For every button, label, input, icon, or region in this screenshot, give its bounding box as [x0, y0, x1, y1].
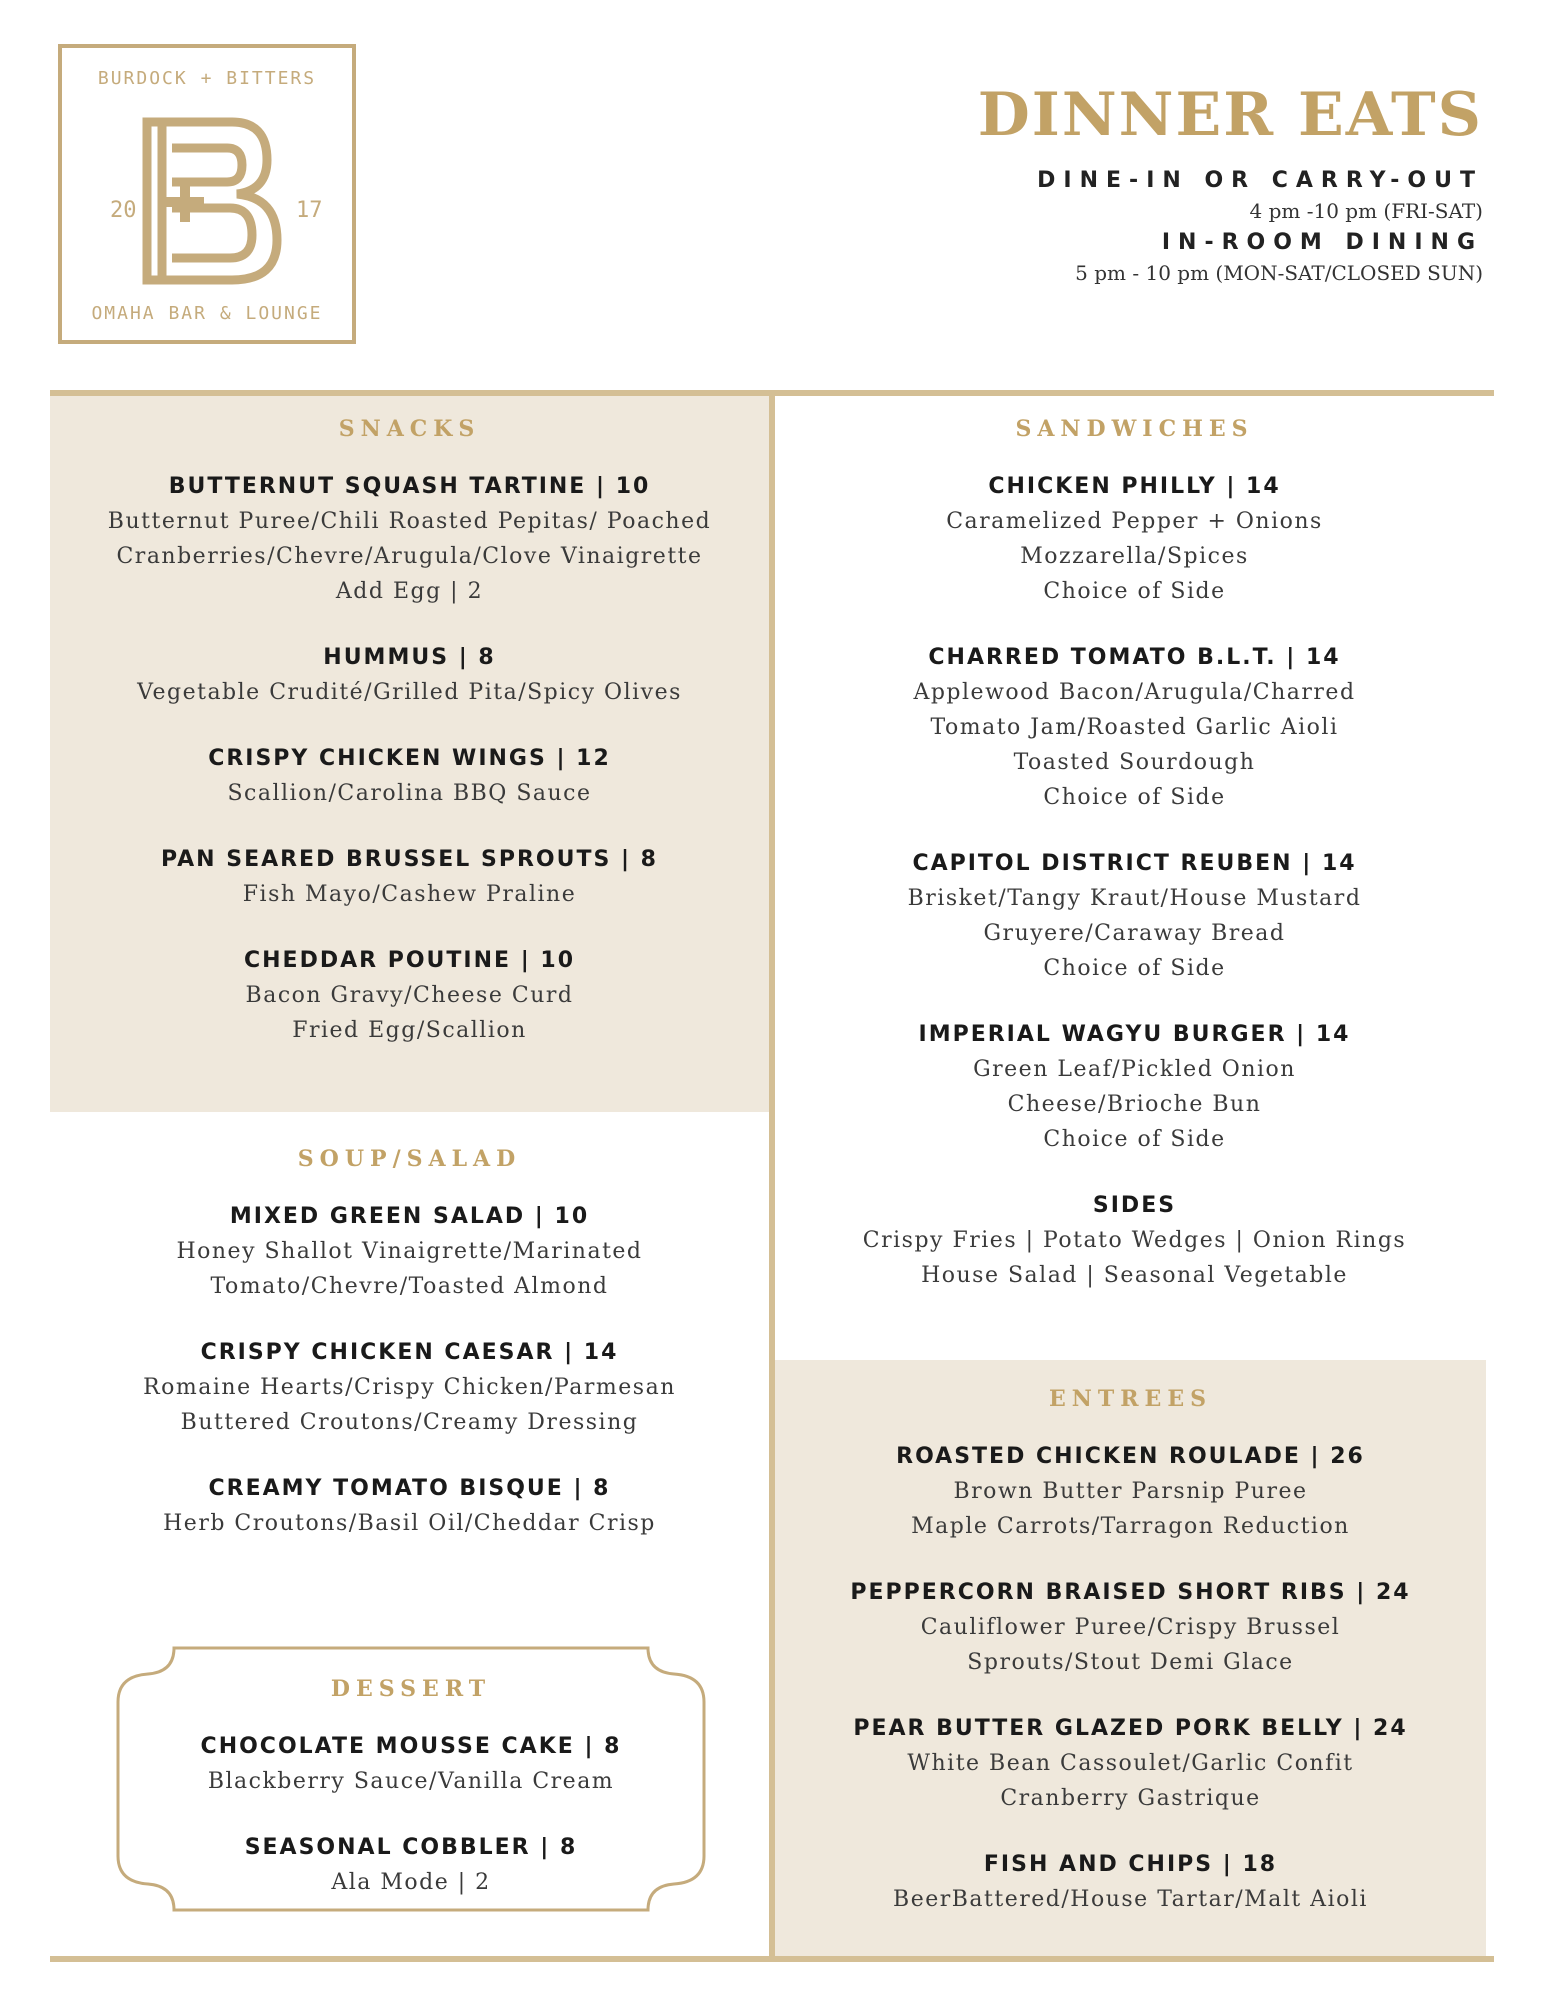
restaurant-logo [58, 44, 356, 344]
menu-item-description: Butternut Puree/Chili Roasted Pepitas/ Poached [107, 509, 712, 534]
menu-item-name: SEASONAL COBBLER | 8 [244, 1835, 578, 1860]
page-title: DINNER EATS [977, 80, 1483, 150]
menu-item-name: PEAR BUTTER GLAZED PORK BELLY | 24 [853, 1716, 1408, 1741]
menu-item-name: SIDES [1092, 1193, 1177, 1218]
menu-item [775, 470, 1494, 609]
snacks-section [50, 396, 769, 1048]
dessert-list [114, 1730, 708, 1900]
menu-item [50, 1336, 769, 1440]
menu-item [50, 742, 769, 811]
entrees-list [775, 1440, 1486, 1917]
menu-item [50, 1200, 769, 1304]
logo-top-text: BURDOCK + BITTERS [97, 68, 317, 89]
menu-item [775, 641, 1494, 815]
logo-bottom-text: OMAHA BAR & LOUNGE [91, 303, 323, 324]
dessert-frame [114, 1646, 708, 1912]
menu-item-description: Romaine Hearts/Crispy Chicken/Parmesan [143, 1375, 676, 1400]
menu-item-description: Fish Mayo/Cashew Praline [242, 882, 577, 907]
menu-item [50, 1472, 769, 1541]
snacks-list [50, 470, 769, 1048]
menu-item-description: Sprouts/Stout Demi Glace [967, 1650, 1294, 1675]
menu-item [775, 1440, 1486, 1544]
section-title-soup-salad: SOUP/SALAD [297, 1146, 522, 1172]
sandwiches-section [775, 396, 1494, 1293]
menu-item-description: White Bean Cassoulet/Garlic Confit [907, 1751, 1354, 1776]
menu-item-description: Brisket/Tangy Kraut/House Mustard [907, 886, 1362, 911]
logo-year-left: 20 [110, 198, 137, 223]
entrees-panel [775, 1360, 1486, 1956]
service-mode-dine-in: DINE-IN OR CARRY-OUT [1037, 168, 1483, 193]
menu-item-description: Blackberry Sauce/Vanilla Cream [207, 1769, 615, 1794]
menu-item-description: Add Egg | 2 [335, 579, 484, 604]
monogram-icon [62, 110, 352, 290]
menu-item-description: Tomato/Chevre/Toasted Almond [210, 1274, 609, 1299]
service-mode-in-room: IN-ROOM DINING [1161, 230, 1483, 255]
menu-item-description: Choice of Side [1043, 956, 1226, 981]
menu-item-description: Green Leaf/Pickled Onion [973, 1057, 1296, 1082]
snacks-panel [50, 396, 769, 1112]
logo-year-right: 17 [296, 198, 323, 223]
menu-item [50, 843, 769, 912]
menu-item-description: Choice of Side [1043, 579, 1226, 604]
menu-item-description: Cranberries/Chevre/Arugula/Clove Vinaigrette [116, 544, 703, 569]
menu-item [50, 470, 769, 609]
menu-item-description: House Salad | Seasonal Vegetable [921, 1263, 1348, 1288]
section-title-entrees: ENTREES [1049, 1386, 1212, 1412]
menu-item-name: ROASTED CHICKEN ROULADE | 26 [896, 1444, 1365, 1469]
menu-item-description: Honey Shallot Vinaigrette/Marinated [176, 1239, 643, 1264]
menu-item-description: Cauliflower Puree/Crispy Brussel [920, 1615, 1341, 1640]
menu-item-name: PAN SEARED BRUSSEL SPROUTS | 8 [161, 847, 658, 872]
menu-item [775, 1576, 1486, 1680]
menu-item [775, 1018, 1494, 1157]
menu-item-description: Brown Butter Parsnip Puree [953, 1479, 1308, 1504]
menu-item-description: Choice of Side [1043, 1127, 1226, 1152]
menu-item-description: Tomato Jam/Roasted Garlic Aioli [930, 715, 1339, 740]
menu-item-description: Gruyere/Caraway Bread [983, 921, 1286, 946]
menu-item-description: Applewood Bacon/Arugula/Charred [913, 680, 1356, 705]
section-title-sandwiches: SANDWICHES [1015, 416, 1254, 442]
menu-item-description: Maple Carrots/Tarragon Reduction [911, 1514, 1350, 1539]
soup-salad-list [50, 1200, 769, 1541]
menu-item [775, 1712, 1486, 1816]
menu-item-name: CHOCOLATE MOUSSE CAKE | 8 [200, 1734, 622, 1759]
menu-item-name: HUMMUS | 8 [323, 645, 496, 670]
sandwiches-list [775, 470, 1494, 1293]
menu-item-description: Ala Mode | 2 [331, 1870, 491, 1895]
menu-item-name: CAPITOL DISTRICT REUBEN | 14 [912, 851, 1357, 876]
menu-item [114, 1730, 708, 1799]
service-hours-dine-in: 4 pm -10 pm (FRI-SAT) [1249, 199, 1483, 223]
menu-item-description: Scallion/Carolina BBQ Sauce [227, 781, 592, 806]
soup-salad-section [50, 1112, 769, 1541]
menu-item [775, 847, 1494, 986]
menu-item-description: Buttered Croutons/Creamy Dressing [180, 1410, 639, 1435]
menu-item [114, 1831, 708, 1900]
menu-item-description: Toasted Sourdough [1013, 750, 1256, 775]
menu-item-description: Cranberry Gastrique [1000, 1786, 1261, 1811]
menu-item-description: BeerBattered/House Tartar/Malt Aioli [893, 1887, 1368, 1912]
menu-item-description: Mozzarella/Spices [1020, 544, 1249, 569]
dessert-section [114, 1676, 708, 1932]
menu-item-description: Fried Egg/Scallion [292, 1018, 527, 1043]
menu-item-name: CHARRED TOMATO B.L.T. | 14 [928, 645, 1341, 670]
menu-item-name: CREAMY TOMATO BISQUE | 8 [208, 1476, 611, 1501]
menu-item-name: BUTTERNUT SQUASH TARTINE | 10 [168, 474, 651, 499]
menu-item-description: Vegetable Crudité/Grilled Pita/Spicy Olives [137, 680, 682, 705]
soup-salad-panel [50, 1112, 769, 1612]
entrees-section [775, 1360, 1486, 1917]
menu-item-description: Herb Croutons/Basil Oil/Cheddar Crisp [163, 1511, 656, 1536]
sandwiches-panel [775, 396, 1494, 1360]
menu-item-description: Bacon Gravy/Cheese Curd [245, 983, 574, 1008]
menu-item-name: MIXED GREEN SALAD | 10 [229, 1204, 590, 1229]
menu-item-description: Cheese/Brioche Bun [1007, 1092, 1262, 1117]
menu-item-name: CRISPY CHICKEN CAESAR | 14 [200, 1340, 619, 1365]
menu-header [978, 80, 1483, 288]
menu-item [775, 1848, 1486, 1917]
service-hours-in-room: 5 pm - 10 pm (MON-SAT/CLOSED SUN) [1075, 261, 1483, 285]
menu-item [50, 641, 769, 710]
menu-item [775, 1189, 1494, 1293]
menu-item [50, 944, 769, 1048]
menu-item-name: CHICKEN PHILLY | 14 [988, 474, 1281, 499]
menu-item-name: CHEDDAR POUTINE | 10 [243, 948, 576, 973]
menu-item-name: IMPERIAL WAGYU BURGER | 14 [918, 1022, 1351, 1047]
bottom-divider [50, 1956, 1494, 1962]
section-title-dessert: DESSERT [330, 1676, 492, 1702]
menu-item-name: CRISPY CHICKEN WINGS | 12 [208, 746, 611, 771]
menu-item-description: Caramelized Pepper + Onions [946, 509, 1323, 534]
menu-item-name: PEPPERCORN BRAISED SHORT RIBS | 24 [850, 1580, 1411, 1605]
section-title-snacks: SNACKS [338, 416, 481, 442]
menu-item-description: Crispy Fries | Potato Wedges | Onion Rings [862, 1228, 1407, 1253]
menu-item-description: Choice of Side [1043, 785, 1226, 810]
menu-item-name: FISH AND CHIPS | 18 [983, 1852, 1278, 1877]
